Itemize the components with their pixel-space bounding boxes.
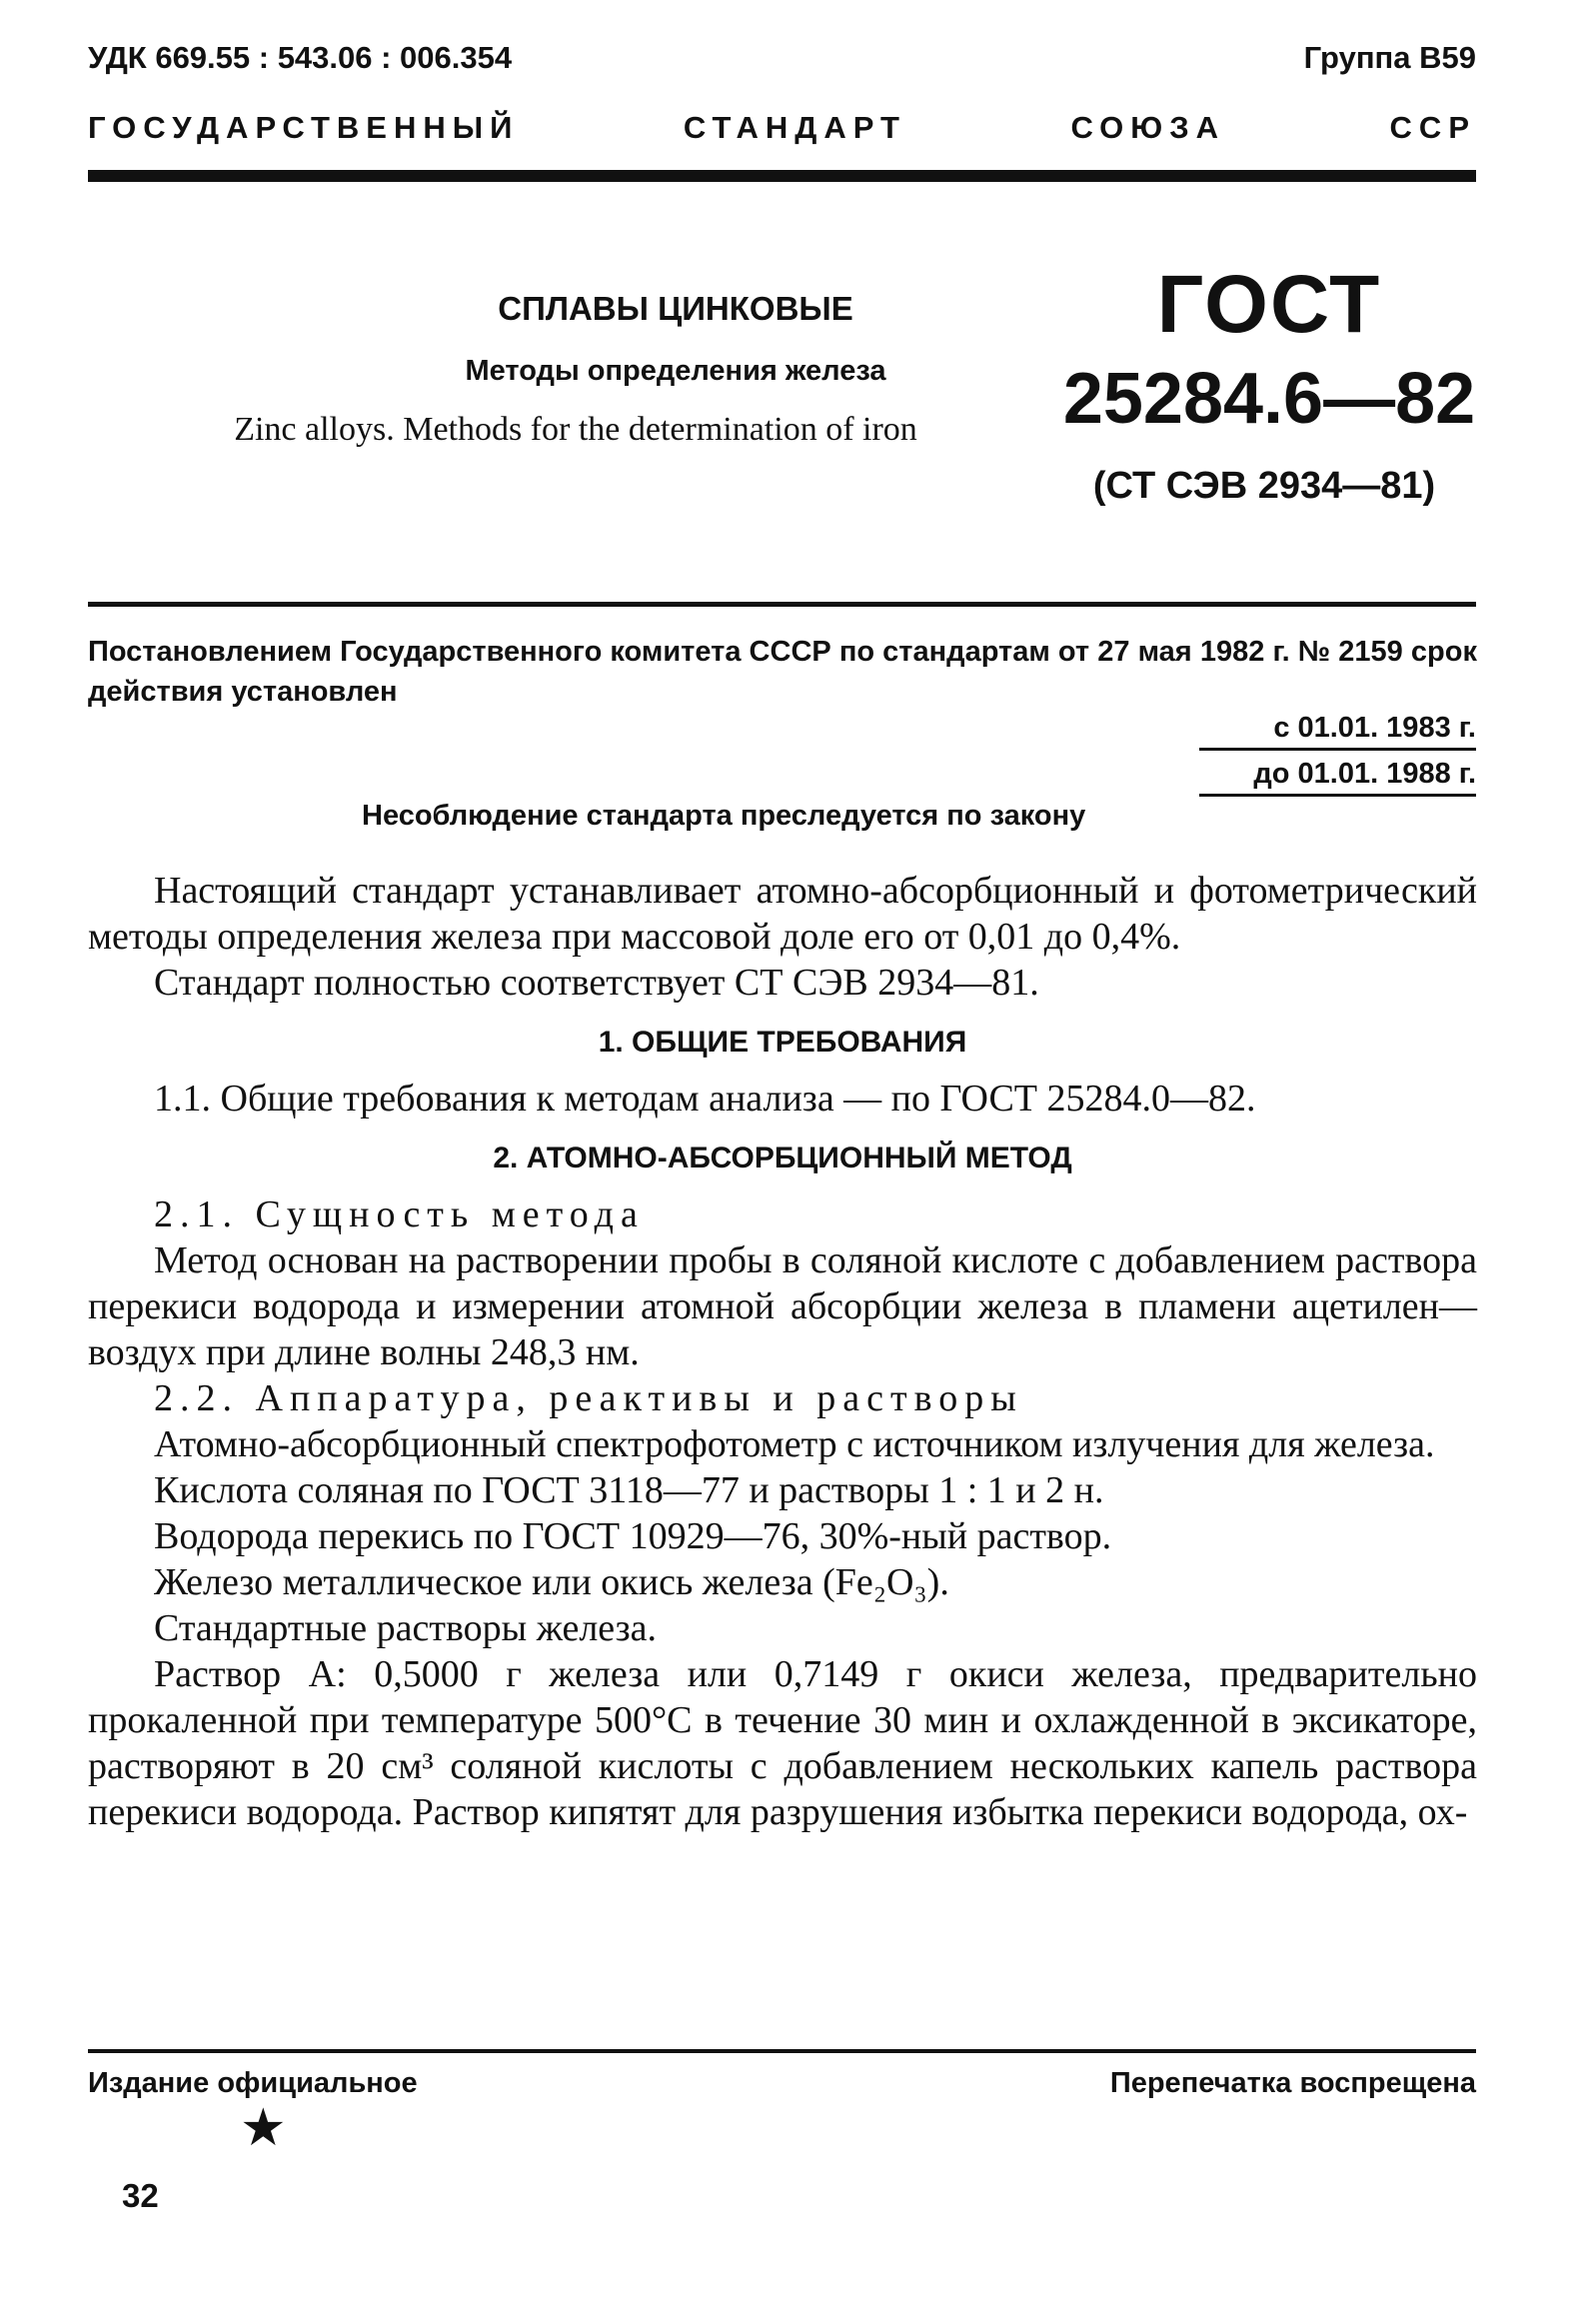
banner-word: СТАНДАРТ: [683, 110, 906, 145]
banner-word: ГОСУДАРСТВЕННЫЙ: [88, 110, 520, 145]
paragraph: Настоящий стандарт устанавливает атомно-абсорбционный и фотометрический методы определения железа при массовой доле его от 0,01 до 0,4%.: [88, 870, 1477, 958]
document-subtitle: Методы определения железа: [465, 355, 886, 387]
document-title: СПЛАВЫ ЦИНКОВЫЕ: [498, 290, 853, 327]
date-divider: [1199, 794, 1476, 797]
sev-reference: (СТ СЭВ 2934—81): [1092, 465, 1436, 507]
page-number: 32: [122, 2177, 159, 2214]
paragraph: Раствор А: 0,5000 г железа или 0,7149 г окиси железа, предварительно прокаленной при температуре 500°С в течение 30 мин и охлажденной в эксикаторе, растворяют в 20 см³ соляной кислоты с добавлением нескольких капель раствора перекиси водорода. Раствор кипятят для разрушения избытка перекиси водорода, ох-: [88, 1653, 1477, 1833]
paragraph: Железо металлическое или окись железа (Fe₂O₃).: [154, 1561, 949, 1603]
header-row: [88, 40, 1476, 90]
header-divider: [88, 170, 1476, 182]
paragraph: Метод основан на растворении пробы в соляной кислоте с добавлением раствора перекиси водорода и измерении атомной абсорбции железа в пламени ацетилен—воздух при длине волны 248,3 нм.: [88, 1239, 1477, 1373]
gost-label: ГОСТ: [1156, 259, 1382, 350]
official-edition: Издание официальное: [88, 2067, 418, 2099]
subsection-heading: 2.2. Аппаратура, реактивы и растворы: [154, 1377, 1023, 1419]
decree-text: Постановлением Государственного комитета СССР по стандартам от 27 мая 1982 г. № 2159 срок действия установлен: [88, 636, 1477, 708]
title-divider: [88, 602, 1476, 607]
english-title: Zinc alloys. Methods for the determination of iron: [234, 411, 917, 448]
section-heading: 1. ОБЩИЕ ТРЕБОВАНИЯ: [598, 1026, 967, 1059]
validity-to: до 01.01. 1988 г.: [1253, 758, 1476, 790]
footer-divider: [88, 2049, 1476, 2053]
law-notice: Несоблюдение стандарта преследуется по закону: [362, 800, 1086, 832]
paragraph: 1.1. Общие требования к методам анализа — по ГОСТ 25284.0—82.: [154, 1078, 1256, 1120]
paragraph: Атомно-абсорбционный спектрофотометр с источником излучения для железа.: [154, 1423, 1435, 1465]
banner-word: ССР: [1389, 110, 1476, 145]
section-heading: 2. АТОМНО-АБСОРБЦИОННЫЙ МЕТОД: [493, 1142, 1072, 1174]
state-standard-banner: [88, 110, 1476, 160]
paragraph: Кислота соляная по ГОСТ 3118—77 и растворы 1 : 1 и 2 н.: [154, 1469, 1104, 1511]
star-icon: ★: [240, 2100, 287, 2157]
paragraph: Водорода перекись по ГОСТ 10929—76, 30%-ный раствор.: [154, 1515, 1112, 1557]
group-code: Группа В59: [1303, 40, 1476, 75]
gost-number: 25284.6—82: [1062, 359, 1476, 439]
date-divider: [1199, 748, 1476, 751]
paragraph: Стандартные растворы железа.: [154, 1607, 657, 1649]
document-body: [88, 868, 1477, 1835]
udk-code: УДК 669.55 : 543.06 : 006.354: [88, 40, 513, 75]
validity-from: с 01.01. 1983 г.: [1273, 712, 1476, 744]
reprint-prohibited: Перепечатка воспрещена: [1109, 2067, 1476, 2099]
banner-word: СОЮЗА: [1070, 110, 1226, 145]
paragraph: Стандарт полностью соответствует СТ СЭВ 2934—81.: [154, 962, 1039, 1004]
subsection-heading: 2.1. Сущность метода: [154, 1193, 645, 1235]
